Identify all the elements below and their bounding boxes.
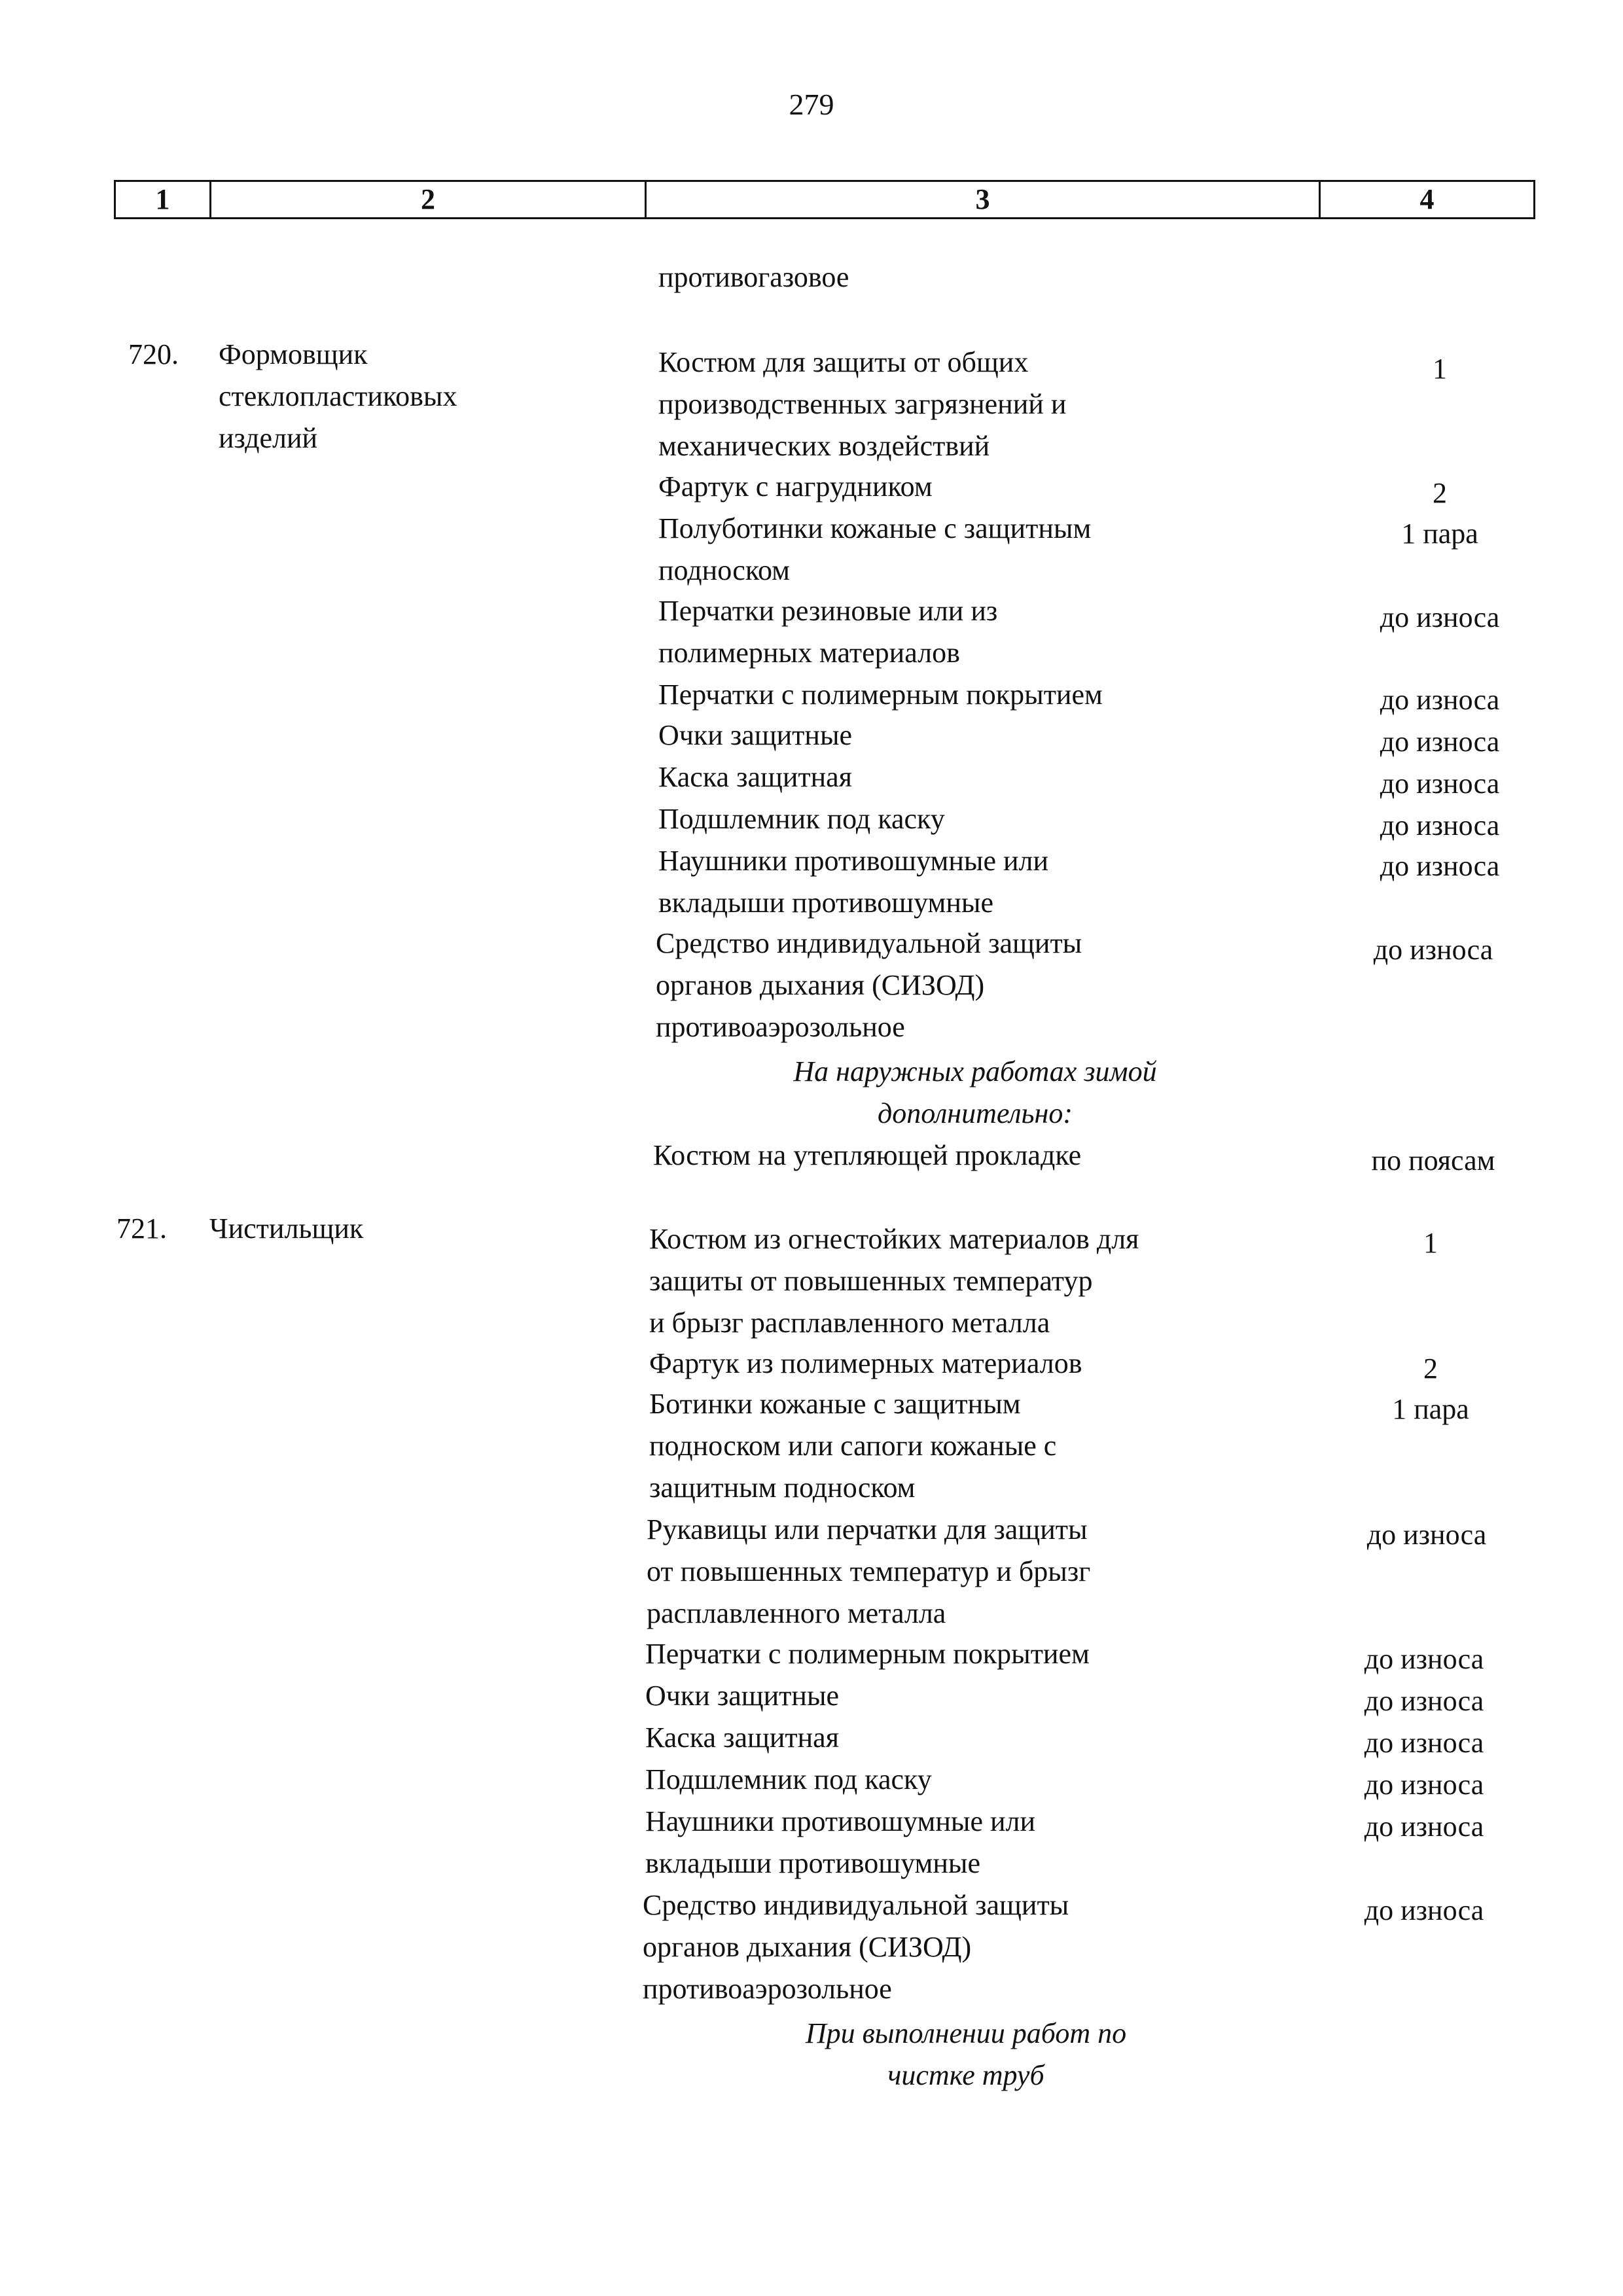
ppe-item-line: противоаэрозольное bbox=[643, 1973, 892, 2005]
ppe-quantity: до износа bbox=[1380, 684, 1500, 716]
ppe-item-line: от повышенных температур и брызг bbox=[647, 1555, 1091, 1587]
ppe-item-line: органов дыхания (СИЗОД) bbox=[656, 969, 985, 1001]
ppe-item-line: Перчатки резиновые или из bbox=[658, 595, 998, 627]
ppe-quantity: по поясам bbox=[1371, 1144, 1495, 1176]
ppe-item-line: и брызг расплавленного металла bbox=[649, 1307, 1050, 1339]
ppe-item: Подшлемник под каску bbox=[658, 803, 945, 835]
ppe-quantity: до износа bbox=[1364, 1894, 1484, 1926]
ppe-item bbox=[656, 923, 1082, 1048]
ppe-item bbox=[649, 1218, 1139, 1344]
ppe-quantity: 2 bbox=[1433, 477, 1447, 509]
page-number: 279 bbox=[789, 88, 834, 121]
ppe-item bbox=[643, 1884, 1069, 2010]
profession-line: изделий bbox=[219, 422, 318, 454]
ppe-item-line: полимерных материалов bbox=[658, 637, 960, 669]
ppe-item-line: защиты от повышенных температур bbox=[649, 1265, 1093, 1297]
ppe-quantity: до износа bbox=[1380, 601, 1500, 633]
ppe-item bbox=[645, 1801, 1035, 1884]
ppe-quantity: 2 bbox=[1423, 1352, 1438, 1385]
ppe-quantity: до износа bbox=[1364, 1810, 1484, 1843]
ppe-item: Фартук с нагрудником bbox=[658, 470, 933, 503]
ppe-item: Костюм на утепляющей прокладке bbox=[653, 1139, 1082, 1171]
ppe-item: Фартук из полимерных материалов bbox=[649, 1347, 1082, 1379]
ppe-item-line: подноском bbox=[658, 554, 790, 586]
ppe-item-line: органов дыхания (СИЗОД) bbox=[643, 1931, 972, 1963]
ppe-quantity: 1 bbox=[1423, 1227, 1438, 1259]
table-header-row bbox=[114, 180, 1535, 219]
ppe-item-line: защитным подноском bbox=[649, 1472, 916, 1504]
ppe-item-line: подноском или сапоги кожаные с bbox=[649, 1430, 1057, 1462]
ppe-item-line: вкладыши противошумные bbox=[658, 887, 994, 919]
ppe-item bbox=[647, 1509, 1090, 1634]
ppe-item-line: Наушники противошумные или bbox=[658, 845, 1049, 877]
header-col-2: 2 bbox=[211, 182, 647, 217]
ppe-quantity: до износа bbox=[1364, 1643, 1484, 1675]
ppe-item: Подшлемник под каску bbox=[645, 1763, 932, 1795]
note-line: дополнительно: bbox=[877, 1097, 1073, 1129]
header-col-4: 4 bbox=[1419, 183, 1435, 215]
ppe-item bbox=[658, 508, 1091, 592]
ppe-item bbox=[658, 342, 1066, 467]
ppe-item: Перчатки с полимерным покрытием bbox=[658, 679, 1103, 711]
ppe-item: Перчатки с полимерным покрытием bbox=[645, 1638, 1090, 1670]
ppe-item-line: вкладыши противошумные bbox=[645, 1847, 981, 1879]
continuation-text: противогазовое bbox=[658, 261, 849, 293]
ppe-item: Очки защитные bbox=[645, 1680, 840, 1712]
header-col-3: 3 bbox=[647, 182, 1321, 217]
note-line: чистке труб bbox=[887, 2059, 1044, 2091]
ppe-item-line: расплавленного металла bbox=[647, 1597, 946, 1629]
profession-name bbox=[219, 334, 457, 459]
entry-number: 721. bbox=[116, 1212, 167, 1245]
ppe-item: Каска защитная bbox=[645, 1722, 839, 1754]
entry-number: 720. bbox=[128, 338, 179, 370]
profession-name bbox=[209, 1208, 363, 1250]
ppe-item-line: Средство индивидуальной защиты bbox=[643, 1889, 1069, 1921]
ppe-item-line: Средство индивидуальной защиты bbox=[656, 927, 1082, 959]
profession-line: Формовщик bbox=[219, 338, 368, 370]
ppe-quantity: до износа bbox=[1364, 1727, 1484, 1759]
ppe-quantity: до износа bbox=[1364, 1769, 1484, 1801]
ppe-quantity: 1 bbox=[1433, 353, 1447, 385]
ppe-quantity: до износа bbox=[1380, 726, 1500, 758]
ppe-item bbox=[658, 590, 997, 674]
ppe-item-line: Костюм для защиты от общих bbox=[658, 346, 1029, 378]
ppe-item-line: механических воздействий bbox=[658, 430, 990, 462]
section-note bbox=[713, 1051, 1237, 1135]
ppe-item bbox=[649, 1383, 1056, 1509]
ppe-quantity: до износа bbox=[1373, 934, 1493, 966]
note-line: На наружных работах зимой bbox=[793, 1055, 1157, 1087]
ppe-item bbox=[658, 840, 1048, 924]
ppe-item-line: Ботинки кожаные с защитным bbox=[649, 1388, 1021, 1420]
ppe-quantity: до износа bbox=[1380, 768, 1500, 800]
section-note bbox=[704, 2013, 1228, 2096]
profession-line: Чистильщик bbox=[209, 1212, 364, 1245]
profession-line: стеклопластиковых bbox=[219, 380, 457, 412]
header-col-1: 1 bbox=[116, 182, 211, 217]
ppe-item-line: Костюм из огнестойких материалов для bbox=[649, 1223, 1139, 1255]
ppe-quantity: 1 пара bbox=[1401, 518, 1478, 550]
ppe-quantity: до износа bbox=[1380, 850, 1500, 882]
ppe-item-line: противоаэрозольное bbox=[656, 1011, 905, 1043]
ppe-item-line: производственных загрязнений и bbox=[658, 388, 1067, 420]
ppe-item-line: Наушники противошумные или bbox=[645, 1805, 1036, 1837]
ppe-quantity: до износа bbox=[1364, 1685, 1484, 1717]
ppe-item: Очки защитные bbox=[658, 719, 853, 751]
ppe-quantity: 1 пара bbox=[1392, 1393, 1469, 1425]
ppe-quantity: до износа bbox=[1380, 809, 1500, 841]
ppe-item-line: Рукавицы или перчатки для защиты bbox=[647, 1513, 1088, 1545]
ppe-item-line: Полуботинки кожаные с защитным bbox=[658, 512, 1092, 544]
note-line: При выполнении работ по bbox=[805, 2017, 1127, 2049]
ppe-item: Каска защитная bbox=[658, 761, 852, 793]
ppe-quantity: до износа bbox=[1366, 1519, 1487, 1551]
